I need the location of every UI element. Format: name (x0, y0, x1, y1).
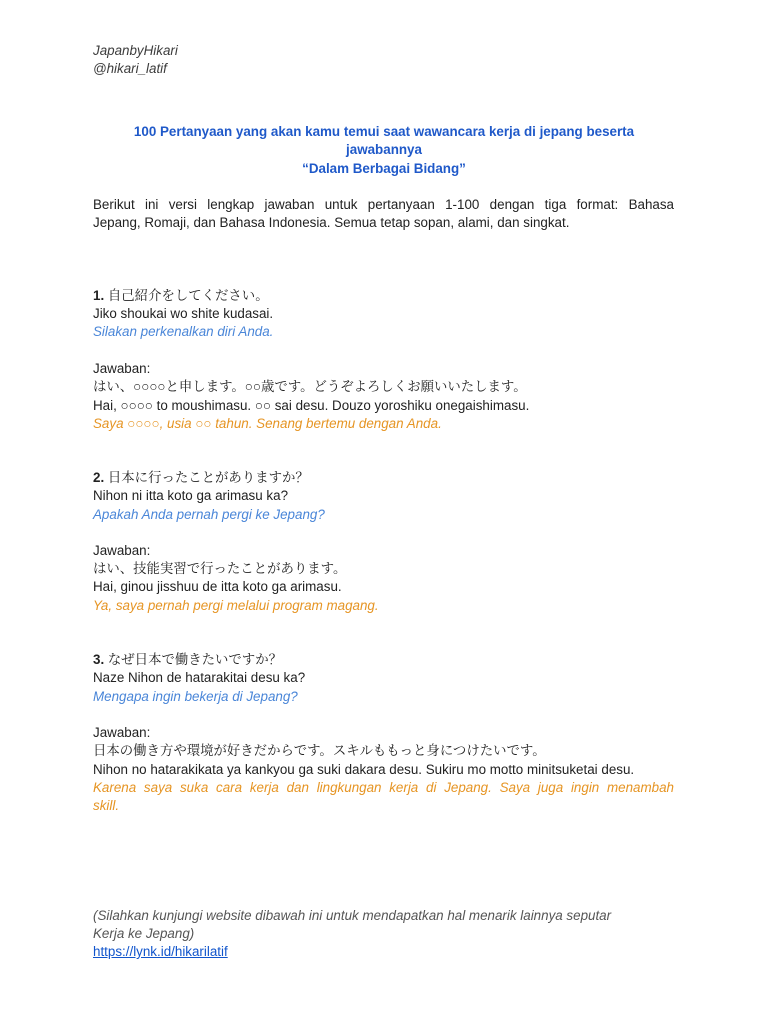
question-3-jp (93, 651, 282, 669)
answer-1-label: Jawaban: (93, 361, 151, 376)
question-2-jp-text: 日本に行ったことがありますか？ (107, 470, 309, 485)
question-1-jp (93, 287, 269, 305)
footer-note-line-1: (Silahkan kunjungi website dibawah ini untuk mendapatkan hal menarik lainnya seputar (93, 908, 612, 923)
answer-3-jp: 日本の働き方や環境が好きだからです。スキルももっと身につけたいです。 (93, 743, 546, 758)
answer-2-romaji: Hai, ginou jisshuu de itta koto ga arimasu. (93, 579, 342, 594)
question-1-number: 1. (93, 288, 105, 303)
intro-line-2: Jepang, Romaji, dan Bahasa Indonesia. Semua tetap sopan, alami, dan singkat. (93, 215, 570, 230)
answer-2-translation: Ya, saya pernah pergi melalui program magang. (93, 598, 379, 613)
answer-3-label: Jawaban: (93, 725, 151, 740)
question-3-jp-text: なぜ日本で働きたいですか？ (107, 652, 282, 667)
footer-note-line-2: Kerja ke Jepang) (93, 926, 195, 941)
question-3-romaji: Naze Nihon de hatarakitai desu ka? (93, 670, 306, 685)
question-3-translation: Mengapa ingin bekerja di Jepang? (93, 689, 298, 704)
author-handle: @hikari_latif (93, 61, 167, 76)
question-2-jp (93, 469, 309, 487)
answer-3-translation-line-1: Karena saya suka cara kerja dan lingkungan kerja di Jepang. Saya juga ingin menambah (93, 780, 674, 795)
answer-2-label: Jawaban: (93, 543, 151, 558)
answer-2-jp: はい、技能実習で行ったことがあります。 (93, 561, 347, 576)
title-line-1: 100 Pertanyaan yang akan kamu temui saat wawancara kerja di jepang beserta (133, 124, 635, 139)
answer-1-romaji: Hai, ○○○○ to moushimasu. ○○ sai desu. Douzo yoroshiku onegaishimasu. (93, 398, 530, 413)
title-subtitle: “Dalam Berbagai Bidang” (302, 161, 466, 176)
question-2-translation: Apakah Anda pernah pergi ke Jepang? (93, 507, 325, 522)
answer-1-translation: Saya ○○○○, usia ○○ tahun. Senang bertemu dengan Anda. (93, 416, 442, 431)
question-1-jp-text: 自己紹介をしてください。 (107, 288, 269, 303)
question-2-romaji: Nihon ni itta koto ga arimasu ka? (93, 488, 289, 503)
question-1-romaji: Jiko shoukai wo shite kudasai. (93, 306, 274, 321)
website-link[interactable]: https://lynk.id/hikarilatif (93, 944, 228, 959)
answer-3-romaji: Nihon no hatarakikata ya kankyou ga suki dakara desu. Sukiru mo motto minitsuketai desu. (93, 762, 635, 777)
answer-1-jp: はい、○○○○と申します。○○歳です。どうぞよろしくお願いいたします。 (93, 379, 527, 394)
author-name: JapanbyHikari (93, 43, 178, 58)
question-1-translation: Silakan perkenalkan diri Anda. (93, 324, 274, 339)
intro-line-1: Berikut ini versi lengkap jawaban untuk pertanyaan 1-100 dengan tiga format: Bahasa (93, 197, 674, 212)
question-2-number: 2. (93, 470, 105, 485)
question-3-number: 3. (93, 652, 105, 667)
answer-3-translation-line-2: skill. (93, 798, 120, 813)
title-line-2: jawabannya (346, 142, 422, 157)
